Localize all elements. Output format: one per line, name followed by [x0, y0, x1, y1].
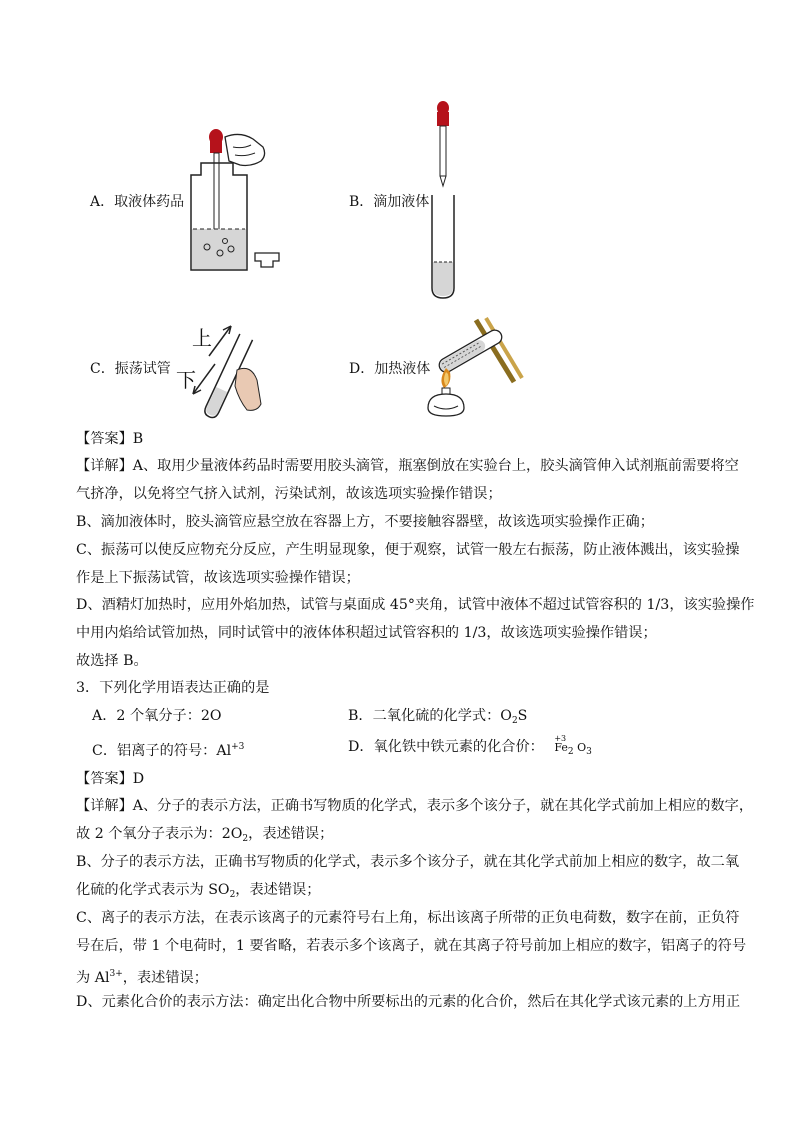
- q3-option-b: B．二氧化硫的化学式：$O_2S$: [348, 708, 528, 726]
- figure-a-dropper-bottle: [185, 125, 285, 275]
- q3-analysis-line: B、分子的表示方法，正确书写物质的化学式，表示多个该分子，就在其化学式前加上相应的数字，故二氧: [76, 854, 740, 870]
- q2-analysis-line: 【详解】A、取用少量液体药品时需要用胶头滴管，瓶塞倒放在实验台上，胶头滴管伸入试剂瓶前需要将空: [76, 458, 739, 474]
- q2-analysis-line: D、酒精灯加热时，应用外焰加热，试管与桌面成 45°夹角，试管中液体不超过试管容积的 1/3，该实验操作: [76, 597, 755, 613]
- figure-c-shaking-tube: [185, 320, 275, 425]
- q3-analysis-line: 【详解】A、分子的表示方法，正确书写物质的化学式，表示多个该分子，就在其化学式前加上相应的数字，: [76, 798, 754, 814]
- q2-analysis-line: C、振荡可以使反应物充分反应，产生明显现象，便于观察，试管一般左右振荡，防止液体溅出，该实验操: [76, 542, 740, 558]
- q2-analysis-line: 中用内焰给试管加热，同时试管中的液体体积超过试管容积的 1/3，故该选项实验操作错误；: [76, 625, 657, 641]
- q2-analysis-line: 作是上下振荡试管，故该选项实验操作错误；: [76, 570, 360, 586]
- q3-analysis-line: D、元素化合价的表示方法：确定出化合物中所要标出的元素的化合价，然后在其化学式该元素的上方用正: [76, 994, 741, 1010]
- q3-analysis-line: 号在后，带 1 个电荷时，1 要省略，若表示多个该离子，就在其离子符号前加上相应的数字，铝离子的符号: [76, 938, 747, 954]
- valence-formula: +3 $Fe_2$ $O_3$: [554, 734, 592, 757]
- figure-b-caption: B．滴加液体: [349, 194, 430, 210]
- q2-answer: 【答案】B: [76, 431, 144, 447]
- q3-analysis-line: C、离子的表示方法，在表示该离子的元素符号右上角，标出该离子所带的正负电荷数，数字在前，正负符: [76, 910, 740, 926]
- q2-analysis-line: B、滴加液体时，胶头滴管应悬空放在容器上方，不要接触容器壁，故该选项实验操作正确；: [76, 514, 654, 530]
- figure-c-caption: C．振荡试管: [90, 361, 171, 377]
- figure-b-dropping-liquid: [426, 100, 466, 300]
- figure-a-caption: A．取液体药品: [90, 194, 185, 210]
- figure-d-caption: D．加热液体: [349, 361, 431, 377]
- q3-option-a: A．2 个氧分子：2O: [92, 708, 222, 724]
- q3-option-c: C．铝离子的符号：$Al^{+3}$: [92, 742, 245, 759]
- q2-analysis-line: 气挤净，以免将空气挤入试剂，污染试剂，故该选项实验操作错误；: [76, 486, 502, 502]
- q3-analysis-line: 化硫的化学式表示为 $SO_2$，表述错误；: [76, 882, 321, 900]
- figure-d-heating-liquid: [416, 312, 526, 420]
- figure-c-up-label: 上: [192, 326, 212, 350]
- q3-analysis-line: 为 $Al^{3+}$，表述错误；: [76, 969, 208, 986]
- q3-option-d: D．氧化铁中铁元素的化合价： +3 $Fe_2$ $O_3$: [348, 737, 592, 762]
- figure-c-down-label: 下: [176, 368, 196, 392]
- q3-answer: 【答案】D: [76, 771, 145, 787]
- q3-analysis-line: 故 2 个氧分子表示为：$2O_2$，表述错误；: [76, 826, 334, 844]
- q2-analysis-line: 故选择 B。: [76, 653, 148, 669]
- q3-stem: 3．下列化学用语表达正确的是: [76, 680, 270, 696]
